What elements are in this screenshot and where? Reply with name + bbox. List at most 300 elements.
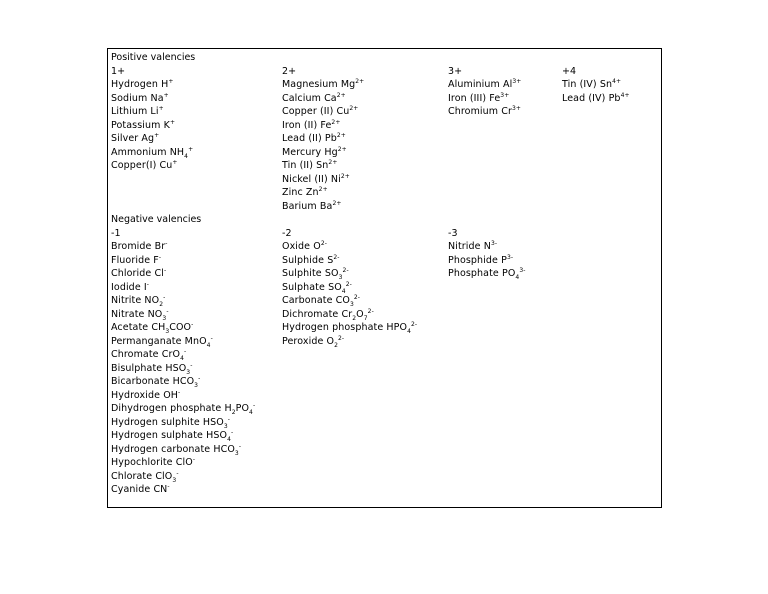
ion-entry bbox=[111, 132, 193, 146]
ion-formula bbox=[153, 255, 161, 266]
ion-formula bbox=[165, 363, 192, 374]
formula-charge: 2+ bbox=[331, 118, 341, 126]
formula-subscript: 3 bbox=[165, 327, 170, 335]
ion-formula bbox=[306, 187, 328, 198]
ion-entry bbox=[282, 119, 364, 133]
formula-symbol: Cu bbox=[159, 160, 173, 171]
ion-name: Aluminium bbox=[448, 79, 500, 90]
valency-column-header: 2+ bbox=[282, 65, 297, 77]
ion-entry bbox=[111, 443, 255, 457]
formula-charge: - bbox=[210, 334, 213, 342]
ion-formula bbox=[155, 471, 178, 482]
formula-charge: - bbox=[178, 388, 181, 396]
ion-name: Fluoride bbox=[111, 254, 151, 266]
formula-symbol: N bbox=[483, 241, 491, 252]
formula-symbol-2: PO bbox=[235, 403, 250, 414]
formula-symbol: K bbox=[163, 119, 170, 131]
ion-entry bbox=[111, 146, 193, 160]
formula-symbol: HCO bbox=[172, 376, 195, 387]
formula-symbol: CO bbox=[335, 295, 350, 306]
formula-symbol: Mg bbox=[340, 79, 356, 90]
formula-symbol: HSO bbox=[202, 416, 224, 428]
ion-entry bbox=[111, 470, 255, 484]
formula-symbol: NH bbox=[169, 146, 185, 158]
formula-symbol: ClO bbox=[175, 457, 193, 468]
ion-entry bbox=[111, 267, 255, 281]
ion-name: Copper(I) bbox=[111, 160, 157, 171]
formula-symbol: HCO bbox=[213, 443, 235, 455]
ion-entry bbox=[111, 362, 255, 376]
formula-symbol-2: COO bbox=[169, 322, 192, 333]
ion-name: Lead (IV) bbox=[562, 92, 606, 104]
ion-entry bbox=[448, 105, 521, 119]
column-3-plus bbox=[448, 65, 521, 119]
formula-subscript: 2 bbox=[352, 314, 357, 322]
ion-name: Silver bbox=[111, 133, 139, 144]
valency-column-header: 1+ bbox=[111, 65, 126, 77]
ion-name: Hydrogen phosphate bbox=[282, 322, 384, 333]
formula-subscript: 4 bbox=[184, 152, 189, 160]
ion-formula bbox=[316, 160, 337, 171]
ion-formula bbox=[320, 120, 340, 131]
formula-charge: 2+ bbox=[337, 145, 347, 153]
ion-name: Ammonium bbox=[111, 146, 167, 158]
formula-symbol: Fe bbox=[489, 92, 501, 104]
ion-formula bbox=[144, 282, 149, 293]
ion-name: Nitrate bbox=[111, 308, 145, 320]
column-minus-2 bbox=[282, 227, 417, 349]
formula-charge: 2+ bbox=[355, 77, 365, 85]
formula-subscript: 3 bbox=[349, 300, 354, 308]
formula-subscript: 3 bbox=[194, 381, 199, 389]
ion-formula bbox=[150, 106, 163, 117]
formula-charge: 2- bbox=[333, 253, 340, 261]
ion-name: Zinc bbox=[282, 187, 303, 198]
formula-symbol: Ni bbox=[330, 173, 341, 185]
ion-name: Barium bbox=[282, 200, 317, 212]
formula-symbol: ClO bbox=[155, 470, 173, 482]
ion-name: Hydroxide bbox=[111, 389, 161, 401]
formula-symbol: Sn bbox=[316, 160, 329, 171]
formula-symbol: P bbox=[501, 254, 507, 266]
ion-entry bbox=[111, 429, 255, 443]
ion-entry bbox=[282, 308, 417, 322]
formula-symbol: CH bbox=[151, 322, 166, 333]
formula-subscript: 3 bbox=[223, 422, 228, 430]
ion-name: Bromide bbox=[111, 241, 152, 252]
ion-entry bbox=[111, 389, 255, 403]
formula-symbol: O bbox=[313, 241, 321, 252]
ion-formula bbox=[206, 430, 233, 441]
formula-subscript: 3 bbox=[162, 314, 167, 322]
formula-symbol: Ba bbox=[319, 200, 333, 212]
formula-charge: - bbox=[191, 320, 194, 328]
ion-entry bbox=[111, 321, 255, 335]
formula-symbol: Cr bbox=[341, 308, 353, 320]
ion-formula bbox=[502, 268, 526, 279]
ion-formula bbox=[503, 79, 521, 90]
ion-entry bbox=[111, 402, 255, 416]
ion-entry bbox=[111, 105, 193, 119]
ion-entry bbox=[282, 159, 364, 173]
formula-charge: + bbox=[154, 131, 160, 139]
ion-name: Carbonate bbox=[282, 295, 333, 306]
ion-entry bbox=[282, 146, 364, 160]
formula-subscript: 4 bbox=[341, 287, 346, 295]
formula-charge: 3- bbox=[519, 266, 526, 274]
formula-symbol: Hg bbox=[324, 146, 338, 158]
formula-symbol: Cr bbox=[501, 106, 513, 117]
formula-symbol: CN bbox=[153, 484, 168, 495]
ion-formula bbox=[164, 120, 175, 131]
ion-formula bbox=[336, 295, 360, 306]
formula-charge: 2- bbox=[410, 320, 418, 328]
formula-subscript: 4 bbox=[407, 327, 411, 335]
formula-charge: - bbox=[230, 428, 234, 436]
ion-formula bbox=[213, 444, 241, 455]
formula-symbol: Ag bbox=[141, 133, 155, 144]
valency-column-header: +4 bbox=[562, 65, 577, 77]
ion-name: Bisulphate bbox=[111, 362, 163, 374]
ion-name: Iron (II) bbox=[282, 119, 318, 131]
ion-formula bbox=[155, 241, 168, 252]
formula-charge: - bbox=[158, 253, 162, 261]
formula-charge: 2- bbox=[320, 239, 328, 247]
formula-charge: 4+ bbox=[620, 91, 630, 99]
formula-charge: 2+ bbox=[318, 185, 328, 193]
ion-entry bbox=[111, 240, 255, 254]
formula-symbol-2: O bbox=[356, 308, 364, 320]
formula-charge: - bbox=[252, 401, 256, 409]
formula-charge: 2- bbox=[345, 280, 352, 288]
ion-entry bbox=[282, 186, 364, 200]
ion-entry bbox=[111, 483, 255, 497]
formula-symbol: Zn bbox=[305, 187, 319, 198]
ion-formula bbox=[324, 93, 346, 104]
ion-entry bbox=[282, 321, 417, 335]
formula-charge: - bbox=[227, 415, 231, 423]
formula-charge: + bbox=[172, 158, 178, 166]
ion-entry bbox=[111, 92, 193, 106]
ion-formula bbox=[328, 282, 352, 293]
formula-charge: - bbox=[167, 482, 170, 490]
ion-formula bbox=[327, 255, 339, 266]
ion-name: Lead (II) bbox=[282, 133, 322, 144]
column-1-plus bbox=[111, 65, 193, 173]
ion-name: Chlorate bbox=[111, 470, 153, 482]
ion-name: Peroxide bbox=[282, 335, 324, 347]
ion-entry bbox=[282, 240, 417, 254]
formula-symbol: O bbox=[326, 335, 335, 347]
ion-name: Potassium bbox=[111, 119, 161, 131]
ion-name: Sulphate bbox=[282, 281, 325, 293]
ion-name: Hydrogen bbox=[111, 79, 159, 90]
formula-subscript: 3 bbox=[338, 273, 343, 281]
formula-symbol: HSO bbox=[165, 362, 187, 374]
formula-subscript: 4 bbox=[227, 435, 231, 443]
formula-charge: 3- bbox=[506, 253, 514, 261]
ion-entry bbox=[448, 92, 521, 106]
formula-subscript-2: 7 bbox=[363, 314, 368, 322]
formula-charge: - bbox=[163, 266, 167, 274]
formula-charge: + bbox=[169, 118, 176, 126]
ion-formula bbox=[203, 417, 230, 428]
formula-symbol: S bbox=[327, 254, 334, 266]
ion-formula bbox=[501, 106, 521, 117]
formula-charge: 2- bbox=[367, 307, 374, 315]
negative-valencies-title: Negative valencies bbox=[111, 214, 202, 225]
ion-formula bbox=[224, 403, 255, 414]
ion-entry bbox=[111, 281, 255, 295]
ion-formula bbox=[337, 106, 359, 117]
ion-entry bbox=[282, 200, 364, 214]
formula-charge: - bbox=[166, 307, 169, 315]
formula-charge: 2+ bbox=[340, 172, 350, 180]
valency-table bbox=[107, 48, 662, 508]
ion-formula bbox=[325, 133, 346, 144]
valency-column-header: 3+ bbox=[448, 65, 463, 77]
formula-charge: + bbox=[163, 91, 169, 99]
formula-symbol: SO bbox=[324, 268, 339, 279]
ion-entry bbox=[111, 456, 255, 470]
ion-name: Iron (III) bbox=[448, 92, 487, 104]
ion-name: Chromium bbox=[448, 106, 499, 117]
ion-entry bbox=[111, 294, 255, 308]
ion-entry bbox=[282, 92, 364, 106]
formula-charge: 2+ bbox=[349, 104, 359, 112]
ion-name: Hydrogen sulphate bbox=[111, 430, 203, 441]
ion-formula bbox=[320, 201, 342, 212]
formula-charge: 3- bbox=[490, 239, 498, 247]
ion-name: Magnesium bbox=[282, 79, 338, 90]
ion-entry bbox=[282, 281, 417, 295]
ion-formula bbox=[151, 93, 169, 104]
formula-charge: - bbox=[238, 442, 242, 450]
formula-symbol: H bbox=[161, 79, 169, 90]
formula-subscript: 3 bbox=[234, 449, 239, 457]
column-4-plus bbox=[562, 65, 630, 106]
formula-subscript: 4 bbox=[515, 273, 520, 281]
formula-symbol: Li bbox=[150, 106, 159, 117]
ion-entry bbox=[111, 348, 255, 362]
ion-formula bbox=[161, 79, 173, 90]
ion-entry bbox=[111, 416, 255, 430]
ion-name: Copper (II) bbox=[282, 106, 334, 117]
ion-formula bbox=[144, 295, 165, 306]
ion-name: Lithium bbox=[111, 106, 148, 117]
ion-formula bbox=[484, 241, 497, 252]
ion-name: Acetate bbox=[111, 322, 149, 333]
formula-symbol: Cu bbox=[336, 106, 350, 117]
ion-name: Calcium bbox=[282, 92, 321, 104]
ion-name: Oxide bbox=[282, 241, 311, 252]
formula-symbol: SO bbox=[328, 281, 342, 293]
ion-entry bbox=[448, 267, 526, 281]
ion-formula bbox=[151, 322, 193, 333]
formula-symbol: OH bbox=[163, 389, 179, 401]
ion-entry bbox=[448, 254, 526, 268]
ion-entry bbox=[282, 294, 417, 308]
formula-charge: 2+ bbox=[336, 91, 346, 99]
formula-subscript: 3 bbox=[172, 476, 177, 484]
formula-charge: 3+ bbox=[512, 77, 522, 85]
ion-name: Dichromate bbox=[282, 308, 339, 320]
formula-subscript: 2 bbox=[334, 341, 339, 349]
ion-entry bbox=[282, 105, 364, 119]
ion-entry bbox=[111, 119, 193, 133]
formula-charge: - bbox=[190, 361, 193, 369]
formula-subscript: 3 bbox=[186, 368, 191, 376]
ion-formula bbox=[153, 484, 169, 495]
ion-entry bbox=[111, 308, 255, 322]
ion-name: Tin (II) bbox=[282, 160, 314, 171]
ion-entry bbox=[448, 240, 526, 254]
formula-symbol: NO bbox=[144, 295, 160, 306]
ion-entry bbox=[282, 132, 364, 146]
formula-symbol: CrO bbox=[161, 349, 181, 360]
valency-column-header: -2 bbox=[282, 227, 292, 239]
ion-name: Sodium bbox=[111, 92, 148, 104]
ion-formula bbox=[600, 79, 621, 90]
ion-formula bbox=[185, 336, 213, 347]
ion-entry bbox=[111, 375, 255, 389]
ion-entry bbox=[111, 159, 193, 173]
ion-name: Iodide bbox=[111, 281, 141, 293]
ion-formula bbox=[501, 255, 513, 266]
formula-subscript: 4 bbox=[180, 354, 184, 362]
ion-name: Chloride bbox=[111, 268, 152, 279]
formula-symbol: Na bbox=[150, 92, 164, 104]
ion-entry bbox=[282, 267, 417, 281]
ion-name: Nickel (II) bbox=[282, 173, 328, 185]
ion-entry bbox=[282, 335, 417, 349]
formula-symbol: PO bbox=[501, 268, 516, 279]
ion-formula bbox=[341, 309, 373, 320]
formula-charge: 3+ bbox=[512, 104, 522, 112]
ion-entry bbox=[111, 254, 255, 268]
formula-charge: 2- bbox=[338, 334, 345, 342]
ion-formula bbox=[327, 336, 345, 347]
formula-charge: - bbox=[146, 280, 150, 288]
ion-name: Chromate bbox=[111, 349, 159, 360]
ion-formula bbox=[176, 457, 195, 468]
ion-name: Hydrogen sulphite bbox=[111, 416, 200, 428]
ion-name: Nitrite bbox=[111, 295, 142, 306]
ion-name: Permanganate bbox=[111, 335, 182, 347]
formula-charge: - bbox=[163, 293, 166, 301]
formula-symbol: MnO bbox=[184, 335, 207, 347]
formula-subscript-2: 4 bbox=[249, 408, 253, 416]
formula-subscript: 2 bbox=[231, 408, 236, 416]
ion-formula bbox=[163, 390, 180, 401]
ion-entry bbox=[111, 78, 193, 92]
formula-symbol: H bbox=[224, 403, 232, 414]
formula-symbol: F bbox=[153, 254, 159, 266]
column-minus-3 bbox=[448, 227, 526, 281]
ion-formula bbox=[324, 147, 346, 158]
formula-symbol: HPO bbox=[386, 322, 408, 333]
ion-name: Mercury bbox=[282, 146, 322, 158]
ion-name: Nitride bbox=[448, 241, 481, 252]
formula-charge: + bbox=[158, 104, 164, 112]
valency-column-header: -3 bbox=[448, 227, 458, 239]
ion-formula bbox=[313, 241, 327, 252]
ion-entry bbox=[562, 78, 630, 92]
formula-charge: + bbox=[188, 145, 194, 153]
ion-formula bbox=[162, 349, 187, 360]
ion-name: Sulphite bbox=[282, 268, 322, 279]
ion-entry bbox=[448, 78, 521, 92]
ion-name: Cyanide bbox=[111, 484, 151, 495]
valency-column-header: -1 bbox=[111, 227, 121, 239]
formula-symbol: Sn bbox=[599, 79, 613, 90]
positive-valencies-title: Positive valencies bbox=[111, 52, 196, 63]
ion-name: Tin (IV) bbox=[562, 79, 597, 90]
ion-formula bbox=[341, 79, 364, 90]
formula-symbol: Pb bbox=[608, 92, 621, 104]
ion-name: Phosphide bbox=[448, 254, 498, 266]
ion-formula bbox=[154, 268, 166, 279]
formula-charge: 2- bbox=[342, 266, 349, 274]
column-minus-1 bbox=[111, 227, 255, 497]
formula-charge: 4+ bbox=[612, 77, 622, 85]
ion-formula bbox=[489, 93, 509, 104]
ion-formula bbox=[141, 133, 159, 144]
ion-name: Sulphide bbox=[282, 254, 325, 266]
formula-symbol: I bbox=[143, 281, 147, 293]
formula-symbol: Al bbox=[503, 79, 513, 90]
formula-symbol: NO bbox=[147, 308, 163, 320]
ion-entry bbox=[282, 78, 364, 92]
formula-symbol: Ca bbox=[324, 92, 337, 104]
ion-name: Dihydrogen phosphate bbox=[111, 403, 222, 414]
formula-subscript: 2 bbox=[159, 300, 164, 308]
formula-symbol: Cl bbox=[154, 268, 164, 279]
formula-charge: 2- bbox=[353, 293, 361, 301]
ion-formula bbox=[173, 376, 201, 387]
formula-symbol: Pb bbox=[324, 133, 337, 144]
formula-charge: 3+ bbox=[500, 91, 510, 99]
ion-formula bbox=[386, 322, 417, 333]
formula-symbol: HSO bbox=[206, 430, 228, 441]
ion-formula bbox=[170, 147, 194, 158]
ion-formula bbox=[148, 309, 169, 320]
ion-formula bbox=[331, 174, 350, 185]
ion-name: Phosphate bbox=[448, 268, 499, 279]
ion-formula bbox=[325, 268, 349, 279]
formula-charge: 2+ bbox=[336, 131, 346, 139]
formula-symbol: Fe bbox=[320, 119, 332, 131]
formula-charge: - bbox=[198, 374, 201, 382]
formula-symbol: Br bbox=[154, 241, 166, 252]
ion-name: Hydrogen carbonate bbox=[111, 443, 211, 455]
formula-charge: - bbox=[176, 469, 179, 477]
ion-name: Bicarbonate bbox=[111, 376, 170, 387]
formula-charge: - bbox=[183, 347, 187, 355]
formula-charge: + bbox=[168, 77, 174, 85]
formula-charge: - bbox=[192, 455, 196, 463]
formula-charge: 2+ bbox=[328, 158, 338, 166]
ion-entry bbox=[282, 173, 364, 187]
ion-entry bbox=[562, 92, 630, 106]
ion-formula bbox=[609, 93, 630, 104]
formula-subscript: 4 bbox=[206, 341, 211, 349]
column-2-plus bbox=[282, 65, 364, 214]
formula-charge: - bbox=[165, 239, 168, 247]
ion-entry bbox=[282, 254, 417, 268]
ion-name: Hypochlorite bbox=[111, 457, 173, 468]
ion-entry bbox=[111, 335, 255, 349]
